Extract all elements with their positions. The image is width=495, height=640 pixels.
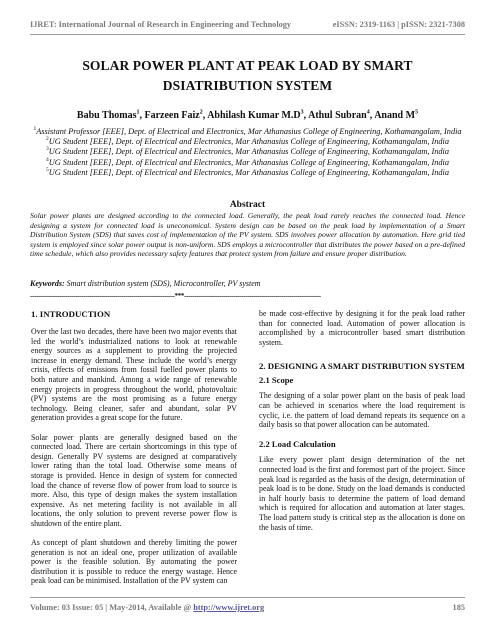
paragraph: Solar power plants are generally designed based on the connected load. There are certain shortcomings in this type of design. Generally PV systems are designed at comparatively lower rating than the total load. Otherwise some means of storage is provided. Hence in design of system for connected load the chance of reverse flow of power from load to source is more. Also, this type of design makes the system installation expensive. As net metering facility is not available in all locations, the only solution to prevent reverse power flow is shutdown of the entire plant. [31,432,237,528]
affiliation-list [30,127,465,178]
journal-name: IJRET: International Journal of Research in Engineering and Technology [30,20,292,29]
paper-title: SOLAR POWER PLANT AT PEAK LOAD BY SMART DSIATRIBUTION SYSTEM [82,58,413,93]
author: Babu Thomas$^1$, [76,109,145,121]
affiliation: $^5$UG Student [EEE], Dept. of Electrical and Electronics, Mar Athanasius College of Engineering, Kothamangalam, India [45,167,450,177]
affiliation: $^4$UG Student [EEE], Dept. of Electrical and Electronics, Mar Athanasius College of Engineering, Kothamangalam, India [45,156,450,167]
journal-link[interactable]: http://www.ijret.org [193,603,265,612]
keywords-label: Keywords: [30,279,65,288]
running-header [30,20,465,34]
volume-info: Volume: 03 Issue: 05 | May-2014, Available @ http://www.ijret.org [30,603,265,612]
abstract-heading: Abstract [229,200,266,210]
paragraph: Like every power plant design determination of the net connected load is the first and foremost part of the project. Since peak load is regarded as the basis of the design, determination of peak load is to be done. Study on the load demands is conducted in half hourly basis to determine the pattern of load demand which is required for allocation and automation at later stages. The load pattern study is critical step as the allocation is done on the basis of time. [259,455,465,532]
author: Anand $M^5$ [374,109,419,121]
issn-info: eISSN: 2319-1163 | pISSN: 2321-7308 [332,20,465,29]
right-column [259,309,465,542]
section-heading-introduction: 1. INTRODUCTION [31,309,111,319]
paragraph: The designing of a solar power plant on the basis of peak load can be achieved in scenarios where the load requirement is cyclic, i.e. the pattern of load demand repeats its sequence on a daily basis so that power allocation can be automated. [259,391,465,430]
affiliation: $^1$Assistant Professor [EEE], Dept. of Electrical and Electronics, Mar Athanasius College of Engineering, Kothamangalam, India [33,126,462,136]
subsection-heading-load-calculation: 2.2 Load Calculation [259,439,336,450]
subsection-heading-scope: 2.1 Scope [259,375,294,386]
footer-rule [30,597,465,598]
author: Abhilash Kumar $M.D^3$, [207,109,309,121]
section-heading-designing: 2. DESIGNING A SMART DISTRIBUTION SYSTEM [259,361,465,372]
left-column [31,309,237,596]
page-number: 185 [452,603,465,612]
author: Farzeen Faiz$^2$, [144,109,208,121]
affiliation: $^3$UG Student [EEE], Dept. of Electrical and Electronics, Mar Athanasius College of Engineering, Kothamangalam, India [45,146,450,157]
paragraph: be made cost-effective by designing it for the peak load rather than for connected load. Automation of power allocation is accomplished by a microcontroller based smart distribution system. [259,309,465,347]
section-separator: -------------------------------------------------------------------------***--------------------------------------------------------------------- [30,292,321,300]
author-list [30,110,465,121]
header-rule [30,34,465,35]
keywords-text: Smart distribution system (SDS), Microcontroller, PV system [64,279,261,288]
paragraph: Over the last two decades, there have been two major events that led the world’s industrialized nations to look at renewable energy sources as a supplement to providing the projected increase in energy demand. These include the world’s energy crisis, effects of emissions from fossil fuelled power plants to both nature and mankind. Among a wide range of renewable energy projects in progress throughout the world, photovoltaic (PV) systems are the most promising as a future energy technology. Being cleaner, safer and abundant, solar PV generation provides a great scope for the future. [31,327,237,423]
keywords [30,279,465,288]
affiliation: $^2$UG Student [EEE], Dept. of Electrical and Electronics, Mar Athanasius College of Engineering, Kothamangalam, India [45,136,450,147]
abstract-text: Solar power plants are designed according to the connected load. Generally, the peak load rarely reaches the connected load. Hence designing a system for connected load is uneconomical. System design can be based on the peak load by implementation of a Smart Distribution System (SDS) that saves cost of implementation of the PV system. SDS involves power allocation by automation. Here grid tied system is employed since solar power output is non-uniform. SDS employs a microcontroller that distributes the power based on a pre-defined time schedule, which also provides necessary safety features that protect system from failure and ensure proper distribution. [30,211,465,259]
paragraph: As concept of plant shutdown and thereby limiting the power generation is not an ideal one, proper utilization of available power is the feasible solution. By automating the power distribution it is possible to reduce the energy wastage. Hence peak load can be minimised. Installation of the PV system can [31,538,237,586]
running-footer [30,603,465,615]
author: Athul Subran$^4$, [308,109,375,121]
